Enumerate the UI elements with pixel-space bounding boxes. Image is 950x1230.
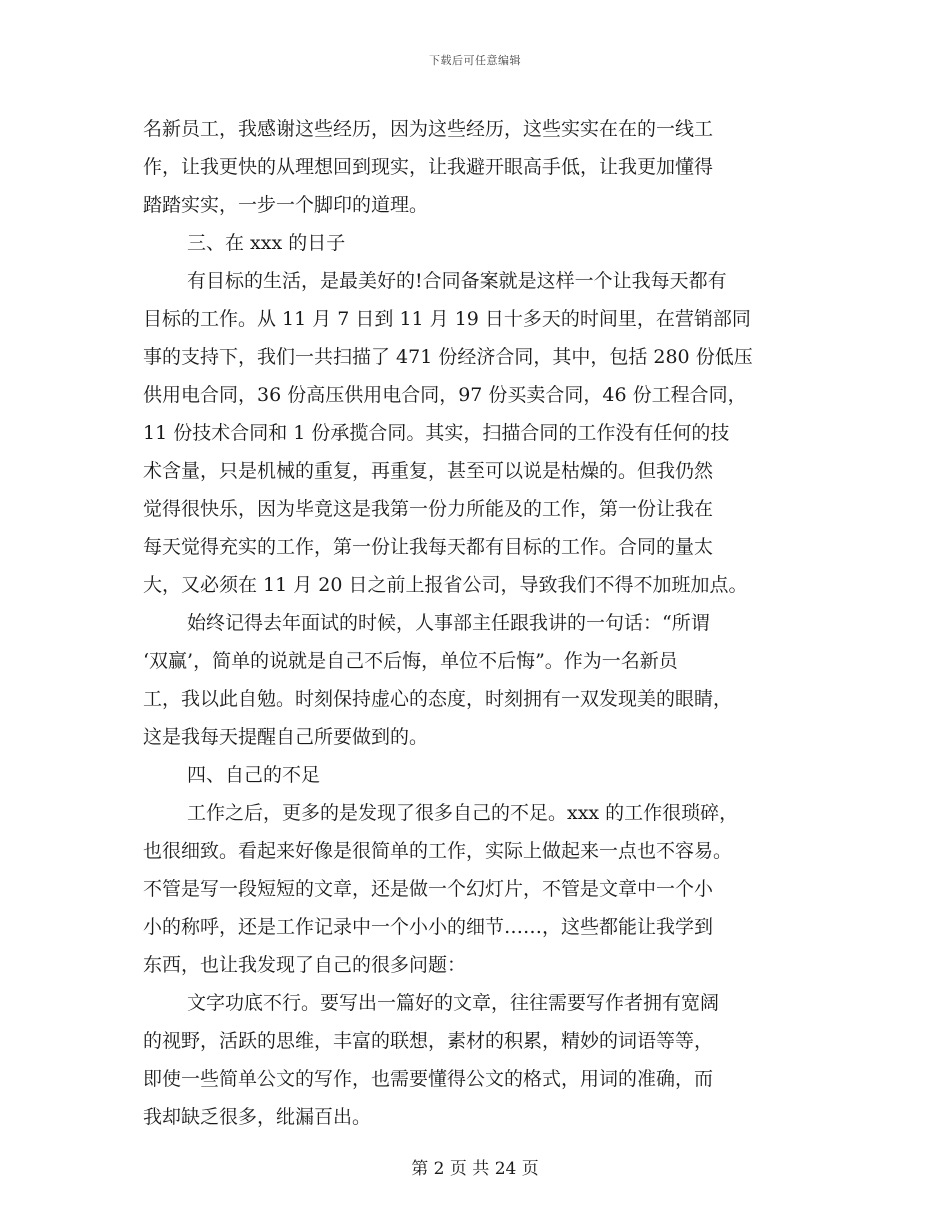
body-line: 踏踏实实，一步一个脚印的道理。 [143, 194, 429, 216]
body-line: 名新员工，我感谢这些经历，因为这些经历，这些实实在在的一线工 [143, 118, 714, 140]
section-heading: 三、在 xxx 的日子 [187, 232, 346, 254]
body-line: 11 份技术合同和 1 份承揽合同。其实，扫描合同的工作没有任何的技 [143, 422, 730, 444]
body-line: 事的支持下，我们一共扫描了 471 份经济合同，其中，包括 280 份低压 [143, 346, 753, 368]
body-line: 大，又必须在 11 月 20 日之前上报省公司，导致我们不得不加班加点。 [143, 574, 748, 596]
body-line: 每天觉得充实的工作，第一份让我每天都有目标的工作。合同的量太 [143, 536, 714, 558]
body-line: 工，我以此自勉。时刻保持虚心的态度，时刻拥有一双发现美的眼睛， [143, 688, 733, 710]
body-line: 工作之后，更多的是发现了很多自己的不足。xxx 的工作很琐碎， [187, 802, 739, 824]
body-line: 我却缺乏很多，纰漏百出。 [143, 1106, 372, 1128]
body-line: 有目标的生活，是最美好的!合同备案就是这样一个让我每天都有 [187, 270, 727, 292]
body-line: 觉得很快乐，因为毕竟这是我第一份力所能及的工作，第一份让我在 [143, 498, 714, 520]
body-line: 目标的工作。从 11 月 7 日到 11 月 19 日十多天的时间里，在营销部同 [143, 308, 751, 330]
body-line: 不管是写一段短短的文章，还是做一个幻灯片，不管是文章中一个小 [143, 878, 714, 900]
document-body [143, 110, 805, 1136]
body-line: 始终记得去年面试的时候，人事部主任跟我讲的一句话：“所谓 [187, 612, 710, 634]
page-footer: 第 2 页 共 24 页 [411, 1159, 539, 1179]
body-line: 作，让我更快的从理想回到现实，让我避开眼高手低，让我更加懂得 [143, 156, 714, 178]
body-line: 术含量，只是机械的重复，再重复，甚至可以说是枯燥的。但我仍然 [143, 460, 714, 482]
body-line: 这是我每天提醒自己所要做到的。 [143, 726, 429, 748]
body-line: 东西，也让我发现了自己的很多问题： [143, 954, 467, 976]
body-line: 也很细致。看起来好像是很简单的工作，实际上做起来一点也不容易。 [143, 840, 733, 862]
body-line: 即使一些简单公文的写作，也需要懂得公文的格式，用词的准确，而 [143, 1068, 714, 1090]
body-line: 的视野，活跃的思维，丰富的联想，素材的积累，精妙的词语等等， [143, 1030, 714, 1052]
body-line: 供用电合同，36 份高压供用电合同，97 份买卖合同，46 份工程合同， [143, 384, 747, 406]
body-line: 小的称呼，还是工作记录中一个小小的细节……，这些都能让我学到 [143, 916, 714, 938]
page-header: 下载后可任意编辑 [429, 54, 521, 67]
section-heading: 四、自己的不足 [187, 764, 321, 786]
body-line: ‘双赢’，简单的说就是自己不后悔，单位不后悔”。作为一名新员 [143, 650, 678, 672]
body-line: 文字功底不行。要写出一篇好的文章，往往需要写作者拥有宽阔 [187, 992, 720, 1014]
